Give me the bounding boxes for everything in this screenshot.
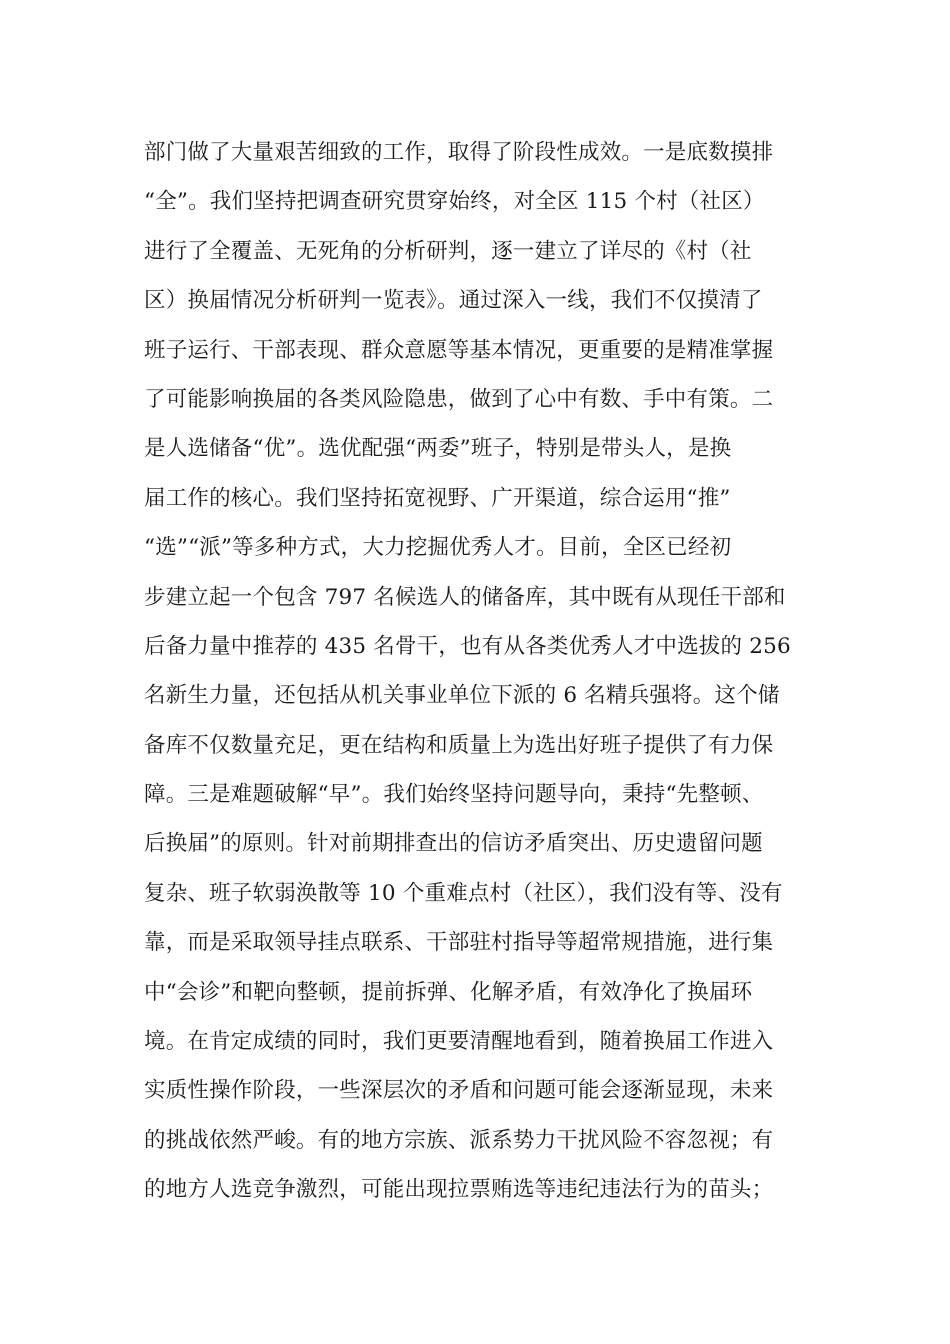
text-line: 的地方人选竞争激烈，可能出现拉票贿选等违纪违法行为的苗头； <box>144 1177 774 1203</box>
text-line: 后换届”的原则。针对前期排查出的信访矛盾突出、历史遗留问题 <box>144 831 763 857</box>
text-line: 后备力量中推荐的 435 名骨干，也有从各类优秀人才中选拔的 256 <box>144 633 791 659</box>
text-line: 部门做了大量艰苦细致的工作，取得了阶段性成效。一是底数摸排 <box>144 140 774 165</box>
text-line: 实质性操作阶段，一些深层次的矛盾和问题可能会逐渐显现，未来 <box>144 1078 774 1104</box>
text-line: “选”“派”等多种方式，大力挖掘优秀人才。目前，全区已经初 <box>144 535 732 561</box>
text-line: 进行了全覆盖、无死角的分析研判，逐一建立了详尽的《村（社 <box>144 238 752 264</box>
text-line: 中“会诊”和靶向整顿，提前拆弹、化解矛盾，有效净化了换届环 <box>144 979 753 1005</box>
text-line: “全”。我们坚持把调查研究贯穿始终，对全区 115 个村（社区） <box>144 189 765 215</box>
body-text <box>144 128 814 1215</box>
text-line: 备库不仅数量充足，更在结构和质量上为选出好班子提供了有力保 <box>144 732 774 758</box>
text-line: 届工作的核心。我们坚持拓宽视野、广开渠道，综合运用“推” <box>144 485 731 511</box>
text-line: 的挑战依然严峻。有的地方宗族、派系势力干扰风险不容忽视；有 <box>144 1127 774 1153</box>
text-line: 了可能影响换届的各类风险隐患，做到了心中有数、手中有策。二 <box>144 386 774 412</box>
text-line: 区）换届情况分析研判一览表》。通过深入一线，我们不仅摸清了 <box>144 288 763 314</box>
text-line: 名新生力量，还包括从机关事业单位下派的 6 名精兵强将。这个储 <box>144 683 780 709</box>
text-line: 复杂、班子软弱涣散等 10 个重难点村（社区），我们没有等、没有 <box>144 880 783 906</box>
text-line: 障。三是难题破解“早”。我们始终坚持问题导向，秉持“先整顿、 <box>144 782 764 808</box>
text-line: 班子运行、干部表现、群众意愿等基本情况，更重要的是精准掌握 <box>144 337 774 363</box>
text-line: 步建立起一个包含 797 名候选人的储备库，其中既有从现任干部和 <box>144 584 786 610</box>
text-line: 是人选储备“优”。选优配强“两委”班子，特别是带头人，是换 <box>144 436 732 462</box>
text-line: 境。在肯定成绩的同时，我们更要清醒地看到，随着换届工作进入 <box>144 1029 774 1055</box>
text-line: 靠，而是采取领导挂点联系、干部驻村指导等超常规措施，进行集 <box>144 930 774 956</box>
